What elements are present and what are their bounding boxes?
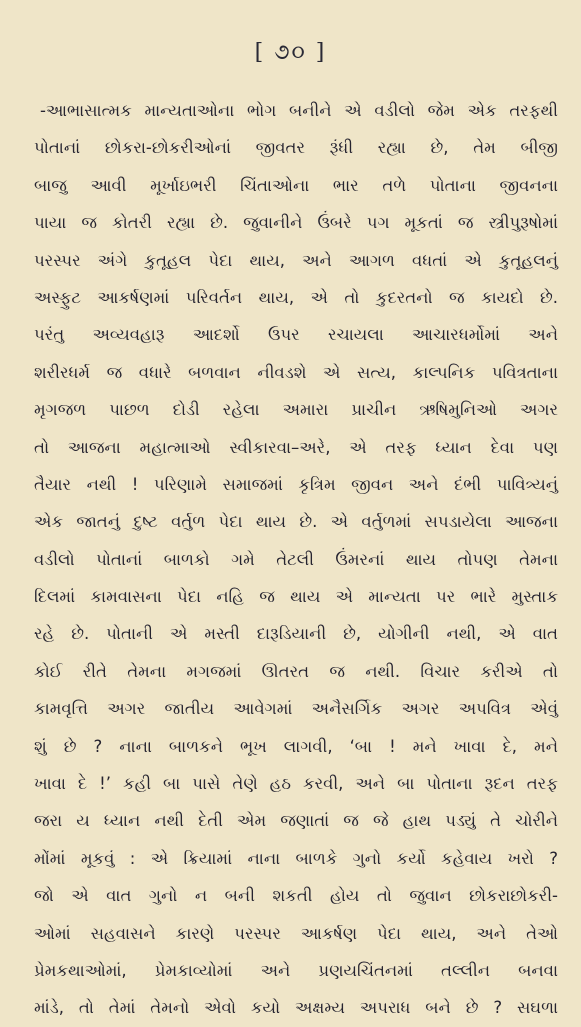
text-line: જો એ વાત ગુનો ન બની શકતી હોય તો જુવાન છોકરાછોકરી- bbox=[34, 886, 558, 906]
text-line: પોતાનાં છોકરા-છોકરીઓનાં જીવતર રૂંધી રહ્યા છે, તેમ બીજી bbox=[34, 138, 558, 158]
text-line: પરસ્પર અંગે કુતૂહલ પેદા થાય, અને આગળ વધતાં એ કુતૂહલનું bbox=[34, 250, 558, 270]
text-line: -આભાસાત્મક માન્યતાઓના ભોગ બનીને એ વડીલો જેમ એક તરફથી bbox=[40, 101, 558, 120]
text-line: રહે છે. પોતાની એ મસ્તી દારૂડિયાની છે, યોગીની નથી, એ વાત bbox=[34, 624, 558, 644]
text-line: કોઈ રીતે તેમના મગજમાં ઊતરત જ નથી. વિચાર કરીએ તો bbox=[34, 661, 558, 681]
text-line: ખાવા દે !’ કહી બા પાસે તેણે હઠ કરવી, અને બા પોતાના રૂદન તરફ bbox=[34, 774, 558, 794]
text-line: શું છે ? નાના બાળકને ભૂખ લાગવી, ‘બા ! મને ખાવા દે, મને bbox=[34, 736, 558, 756]
page-number: [ ૭૦ ] bbox=[254, 40, 327, 65]
text-line: તો આજના મહાત્માઓ સ્વીકારવા–અરે, એ તરફ ધ્યાન દેવા પણ bbox=[34, 437, 558, 457]
text-line: પ્રેમકથાઓમાં, પ્રેમકાવ્યોમાં અને પ્રણયચિંતનમાં તલ્લીન બનવા bbox=[34, 960, 558, 980]
text-line: દિલમાં કામવાસના પેદા નહિ જ થાય એ માન્યતા પર ભારે મુસ્તાક bbox=[34, 587, 558, 607]
text-line: ઓમાં સહવાસને કારણે પરસ્પર આકર્ષણ પેદા થાય, અને તેઓ bbox=[34, 923, 558, 943]
text-line: પાયા જ કોતરી રહ્યા છે. જુવાનીને ઉંબરે પગ મૂકતાં જ સ્ત્રીપુરૂષોમાં bbox=[34, 213, 558, 233]
body-text bbox=[34, 92, 558, 1027]
text-line: માંડે, તો તેમાં તેમનો એવો કયો અક્ષમ્ય અપરાધ બને છે ? સઘળા bbox=[34, 998, 558, 1018]
text-line: શરીરધર્મ જ વધારે બળવાન નીવડશે એ સત્ય, કાલ્પનિક પવિત્રતાના bbox=[34, 362, 558, 382]
text-line: બાજુ આવી મૂર્ખાઇભરી ચિંતાઓના ભાર તળે પોતાના જીવનના bbox=[34, 175, 558, 195]
text-line: પરંતુ અવ્યવહારૂ આદર્શો ઉપર રચાયલા આચારધર્મોમાં અને bbox=[34, 325, 558, 345]
text-line: વડીલો પોતાનાં બાળકો ગમે તેટલી ઉંમરનાં થાય તોપણ તેમના bbox=[34, 549, 558, 569]
text-line: મોંમાં મૂકવું : એ ક્રિયામાં નાના બાળકે ગુનો કર્યો કહેવાય ખરો ? bbox=[34, 848, 558, 868]
text-line: અસ્ફુટ આકર્ષણમાં પરિવર્તન થાય, એ તો કુદરતનો જ કાયદો છે. bbox=[34, 287, 558, 307]
text-line: કામવૃત્તિ અગર જાતીય આવેગમાં અનૈસર્ગિક અગર અપવિત્ર એવું bbox=[34, 699, 558, 719]
text-line: એક જાતનું દુષ્ટ વર્તુળ પેદા થાય છે. એ વર્તુળમાં સપડાયેલા આજના bbox=[34, 512, 558, 532]
text-line: જરા ય ધ્યાન નથી દેતી એમ જણાતાં જ જે હાથ પડ્યું તે ચોરીને bbox=[34, 811, 558, 831]
text-line: મૃગજળ પાછળ દોડી રહેલા અમારા પ્રાચીન ઋષિમુનિઓ અગર bbox=[34, 400, 558, 420]
text-line: તૈયાર નથી ! પરિણામે સમાજમાં કૃત્રિમ જીવન અને દંભી પાવિત્ર્યનું bbox=[34, 474, 558, 494]
